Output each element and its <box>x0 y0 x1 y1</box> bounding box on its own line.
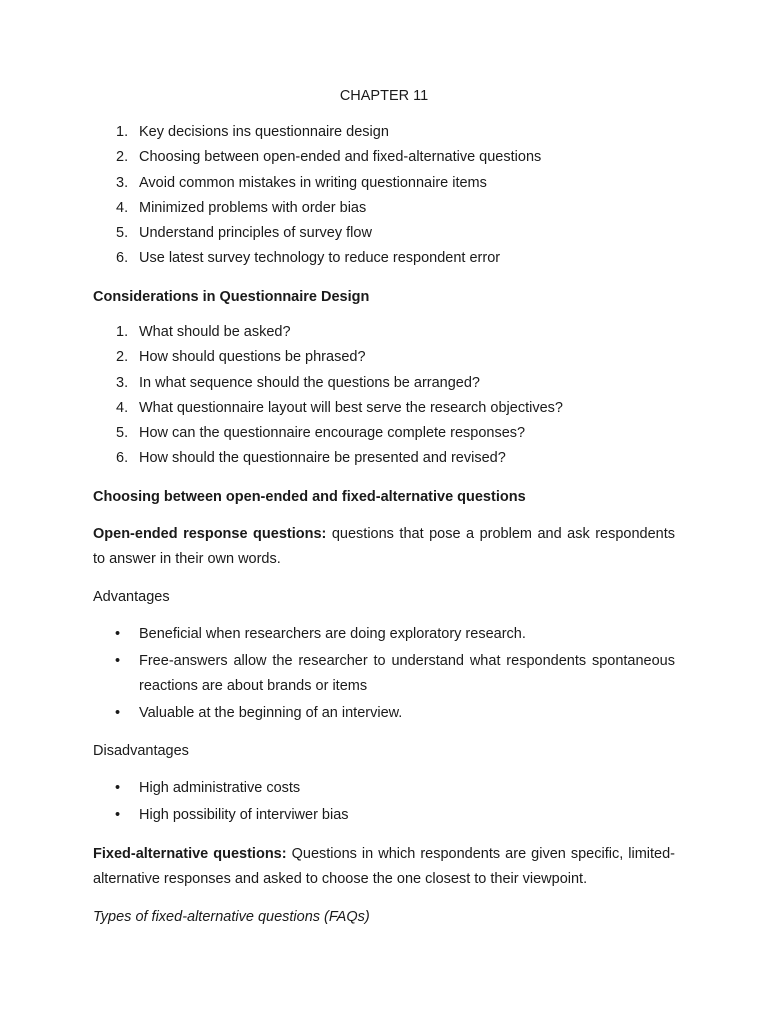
disadvantages-list <box>93 776 675 830</box>
choosing-heading: Choosing between open-ended and fixed-alternative questions <box>93 489 526 505</box>
fixed-alternative-term: Fixed-alternative questions: <box>93 846 287 862</box>
disadvantages-label: Disadvantages <box>93 743 189 759</box>
list-text: What questionnaire layout will best serve the research objectives? <box>139 399 563 416</box>
fixed-alternative-paragraph <box>93 842 675 892</box>
bullet-icon: • <box>115 807 121 823</box>
list-item <box>93 221 678 246</box>
faq-types-heading: Types of fixed-alternative questions (FAQs) <box>93 909 370 925</box>
list-item <box>93 776 675 801</box>
list-text: What should be asked? <box>139 324 291 340</box>
list-text: Minimized problems with order bias <box>139 199 367 216</box>
list-text: How can the questionnaire encourage complete responses? <box>139 425 526 442</box>
list-item <box>93 320 678 345</box>
list-number: 6. <box>116 250 129 267</box>
list-item <box>93 649 675 699</box>
list-item <box>93 246 678 271</box>
open-ended-paragraph <box>93 522 675 572</box>
advantages-list <box>93 622 675 728</box>
list-text: High administrative costs <box>139 780 301 796</box>
list-number: 5. <box>116 425 129 442</box>
list-number: 2. <box>116 349 129 366</box>
considerations-heading: Considerations in Questionnaire Design <box>93 289 370 305</box>
list-text: Free-answers allow the researcher to understand what respondents spontaneous reactions are about brands or items <box>139 653 675 694</box>
bullet-icon: • <box>115 626 121 642</box>
list-item <box>93 421 678 446</box>
list-item <box>93 396 678 421</box>
list-number: 5. <box>116 225 129 242</box>
list-text: Understand principles of survey flow <box>139 225 372 242</box>
list-text: How should questions be phrased? <box>139 349 366 366</box>
bullet-icon: • <box>115 780 121 796</box>
open-ended-term: Open-ended response questions: <box>93 526 327 542</box>
list-item <box>93 371 678 396</box>
list-number: 1. <box>116 324 129 340</box>
bullet-icon: • <box>115 705 121 721</box>
list-text: Valuable at the beginning of an interview. <box>139 705 403 721</box>
list-item <box>93 622 675 647</box>
list-text: In what sequence should the questions be arranged? <box>139 374 480 391</box>
list-item <box>93 803 675 828</box>
list-item <box>93 145 678 170</box>
list-item <box>93 171 678 196</box>
fixed-alternative-definition: Questions in which respondents are given specific, limited-alternative responses and asked to choose the one closest to their viewpoint. <box>93 846 675 887</box>
list-number: 3. <box>116 174 129 191</box>
considerations-list <box>93 320 678 472</box>
list-text: Beneficial when researchers are doing exploratory research. <box>139 626 526 642</box>
list-text: High possibility of interviwer bias <box>139 807 349 823</box>
list-number: 4. <box>116 199 129 216</box>
list-number: 1. <box>116 124 129 140</box>
list-text: Use latest survey technology to reduce respondent error <box>139 250 501 267</box>
objectives-list <box>93 120 678 272</box>
list-item <box>93 196 678 221</box>
list-item <box>93 701 675 726</box>
open-ended-definition: questions that pose a problem and ask respondents to answer in their own words. <box>93 526 676 567</box>
list-item <box>93 345 678 370</box>
list-text: Avoid common mistakes in writing questionnaire items <box>139 174 487 191</box>
chapter-title: CHAPTER 11 <box>339 88 429 104</box>
list-item <box>93 120 678 145</box>
list-text: Choosing between open-ended and fixed-alternative questions <box>139 149 542 166</box>
advantages-label: Advantages <box>93 589 170 605</box>
list-text: Key decisions ins questionnaire design <box>139 124 389 140</box>
list-number: 6. <box>116 450 129 467</box>
bullet-icon: • <box>115 653 121 669</box>
list-item <box>93 446 678 471</box>
list-text: How should the questionnaire be presented and revised? <box>139 450 506 467</box>
list-number: 4. <box>116 399 129 416</box>
list-number: 2. <box>116 149 129 166</box>
list-number: 3. <box>116 374 129 391</box>
